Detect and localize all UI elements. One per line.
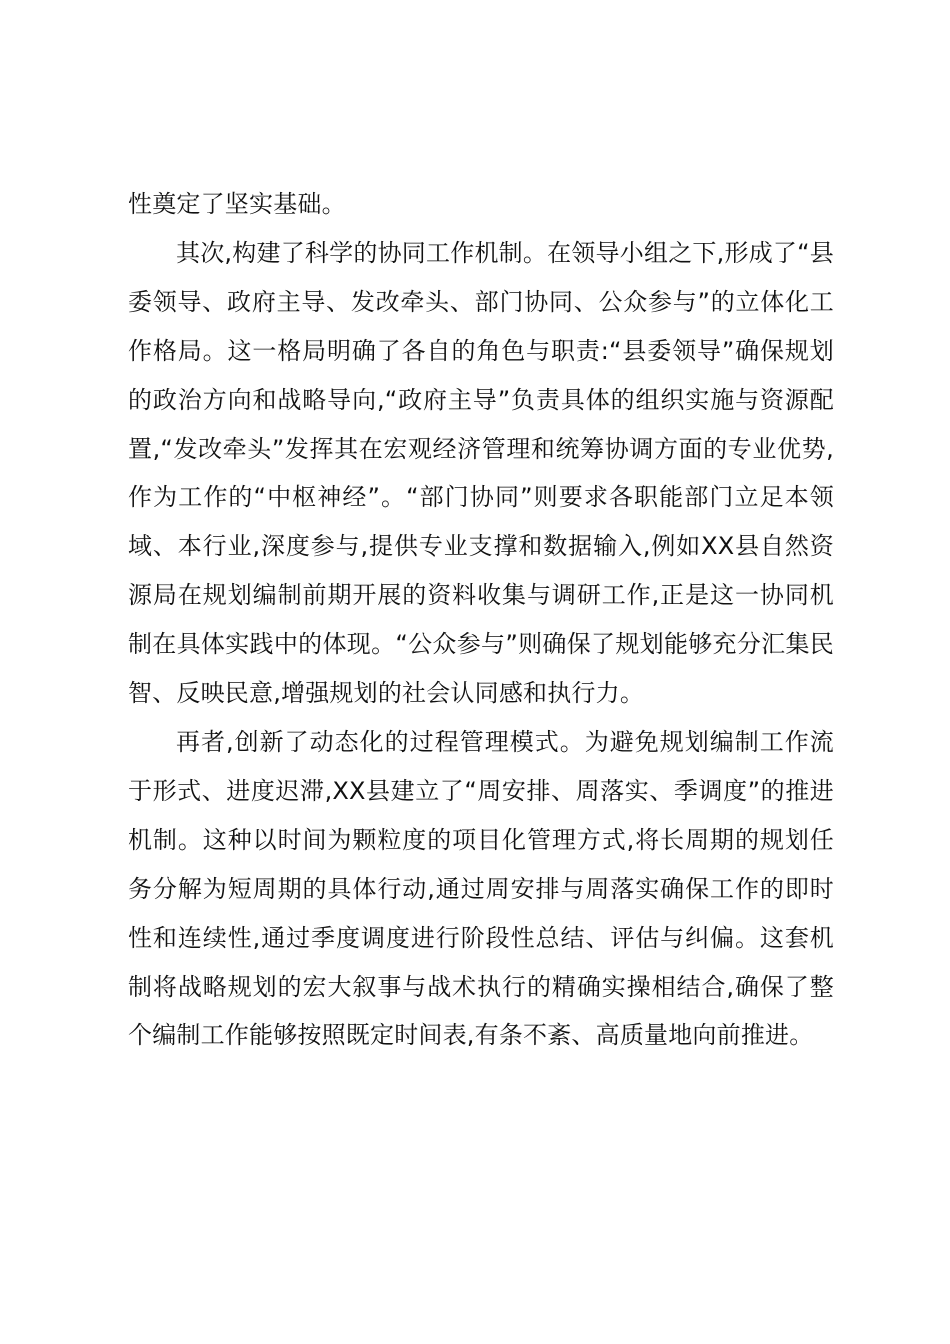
body-text (128, 180, 834, 1060)
paragraph-process-management: 再者,创新了动态化的过程管理模式。为避免规划编制工作流于形式、进度迟滞,XX县建立了“周安排、周落实、季调度”的推进机制。这种以时间为颗粒度的项目化管理方式,将长周期的规划任务分解为短周期的具体行动,通过周安排与周落实确保工作的即时性和连续性,通过季度调度进行阶段性总结、评估与纠偏。这套机制将战略规划的宏大叙事与战术执行的精确实操相结合,确保了整个编制工作能够按照既定时间表,有条不紊、高质量地向前推进。 (128, 727, 834, 1050)
paragraph-continuation: 性奠定了坚实基础。 (128, 190, 346, 218)
paragraph-coordination-mechanism: 其次,构建了科学的协同工作机制。在领导小组之下,形成了“县委领导、政府主导、发改牵头、部门协同、公众参与”的立体化工作格局。这一格局明确了各自的角色与职责:“县委领导”确保规划的政治方向和战略导向,“政府主导”负责具体的组织实施与资源配置,“发改牵头”发挥其在宏观经济管理和统筹协调方面的专业优势,作为工作的“中枢神经”。“部门协同”则要求各职能部门立足本领域、本行业,深度参与,提供专业支撑和数据输入,例如XX县自然资源局在规划编制前期开展的资料收集与调研工作,正是这一协同机制在具体实践中的体现。“公众参与”则确保了规划能够充分汇集民智、反映民意,增强规划的社会认同感和执行力。 (128, 238, 834, 708)
